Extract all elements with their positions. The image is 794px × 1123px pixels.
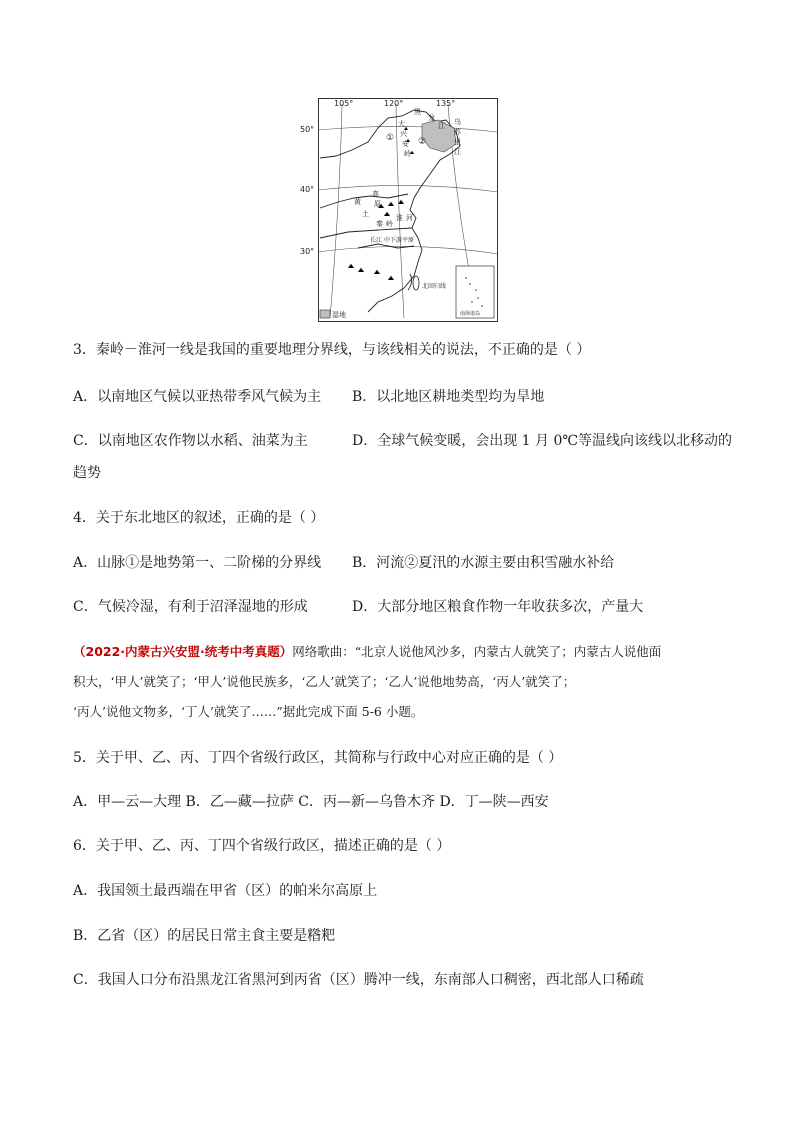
- q6-stem: 6．关于甲、乙、丙、丁四个省级行政区，描述正确的是（ ）: [73, 838, 451, 854]
- map-char: 兴: [400, 130, 407, 138]
- lat-label-50: 50°: [300, 125, 315, 134]
- passage-text-1: 网络歌曲：“北京人说他风沙多，内蒙古人就笑了；内蒙古人说他面: [292, 644, 662, 659]
- map-char: 原: [408, 237, 415, 244]
- label-mountain-1: ①: [386, 133, 395, 143]
- q3-option-b[interactable]: B．以北地区耕地类型均为旱地: [352, 389, 545, 405]
- map-char: 大: [398, 120, 405, 128]
- lat-label-30: 30°: [300, 247, 315, 256]
- q6-option-a[interactable]: A．我国领土最西端在甲省（区）的帕米尔高原上: [73, 883, 378, 899]
- passage-line-2: 积大，‘甲人’就笑了；‘甲人’说他民族多，‘乙人’就笑了；‘乙人’说他地势高，‘丙人’就笑了；: [73, 674, 576, 689]
- q5-options[interactable]: A．甲—云—大理 B．乙—藏—拉萨 C．丙—新—乌鲁木齐 D．丁—陕—西安: [73, 794, 549, 810]
- map-char: 里: [454, 138, 461, 146]
- lon-label-105: 105°: [334, 99, 354, 108]
- passage-line-3: ‘丙人’说他文物多，‘丁人’就笑了……”据此完成下面 5-6 小题。: [73, 704, 424, 719]
- tropic-label: 北回归线: [422, 283, 447, 290]
- map-char: 安: [402, 140, 409, 148]
- inset-label: 南海诸岛: [460, 311, 481, 317]
- map-char: 秦: [376, 220, 383, 228]
- lon-label-120: 120°: [384, 99, 404, 108]
- q3-option-d[interactable]: D．全球气候变暖，会出现 1 月 0℃等温线向该线以北移动的: [352, 433, 733, 449]
- map-char: 游: [396, 237, 403, 244]
- map-char: 江: [438, 122, 445, 130]
- map-char: 黑: [414, 108, 421, 116]
- passage-source: （2022·内蒙古兴安盟·统考中考真题）: [73, 644, 293, 659]
- map-char: 龙: [428, 114, 435, 122]
- map-char: 原: [374, 200, 381, 208]
- map-char: 淮: [396, 214, 403, 222]
- legend-label: 湿地: [332, 311, 346, 319]
- q4-option-d[interactable]: D．大部分地区粮食作物一年收获多次，产量大: [352, 599, 644, 615]
- map-char: 江: [454, 148, 461, 156]
- q6-option-b[interactable]: B．乙省（区）的居民日常主食主要是糌粑: [73, 928, 336, 944]
- q4-stem: 4．关于东北地区的叙述，正确的是（ ）: [73, 510, 325, 526]
- map-char: 岭: [404, 150, 411, 158]
- q3-option-c[interactable]: C．以南地区农作物以水稻、油菜为主: [73, 433, 308, 449]
- legend-swatch: [320, 310, 330, 318]
- q3-option-a[interactable]: A．以南地区气候以亚热带季风气候为主: [73, 389, 322, 405]
- q3-stem: 3．秦岭－淮河一线是我国的重要地理分界线，与该线相关的说法，不正确的是（ ）: [73, 342, 591, 358]
- lat-label-40: 40°: [300, 185, 315, 194]
- map-char: 黄: [354, 198, 361, 206]
- map-char: 长江: [370, 237, 383, 244]
- q6-option-c[interactable]: C．我国人口分布沿黑龙江省黑河到丙省（区）腾冲一线，东南部人口稠密，西北部人口稀疏: [73, 972, 644, 988]
- map-char: 乌: [454, 118, 461, 126]
- q3-option-d-continued: 趋势: [73, 465, 101, 481]
- q4-option-c[interactable]: C．气候冷湿，有利于沼泽湿地的形成: [73, 599, 308, 615]
- q4-option-b[interactable]: B．河流②夏汛的水源主要由积雪融水补给: [352, 555, 615, 571]
- q4-option-a[interactable]: A．山脉①是地势第一、二阶梯的分界线: [73, 555, 322, 571]
- lon-label-135: 135°: [436, 99, 456, 108]
- map-char: 土: [362, 210, 369, 218]
- map-char: 河: [406, 214, 413, 222]
- map-char: 苏: [454, 128, 461, 136]
- map-char: 下: [390, 237, 397, 244]
- label-river-2: ②: [418, 137, 427, 147]
- china-east-map: [300, 98, 498, 322]
- q5-stem: 5．关于甲、乙、丙、丁四个省级行政区，其简称与行政中心对应正确的是（ ）: [73, 750, 563, 766]
- passage-line-1: [73, 642, 661, 662]
- map-char: 岭: [386, 220, 393, 228]
- map-char: 中: [384, 237, 391, 244]
- map-char: 高: [372, 190, 379, 198]
- map-char: 平: [402, 237, 409, 244]
